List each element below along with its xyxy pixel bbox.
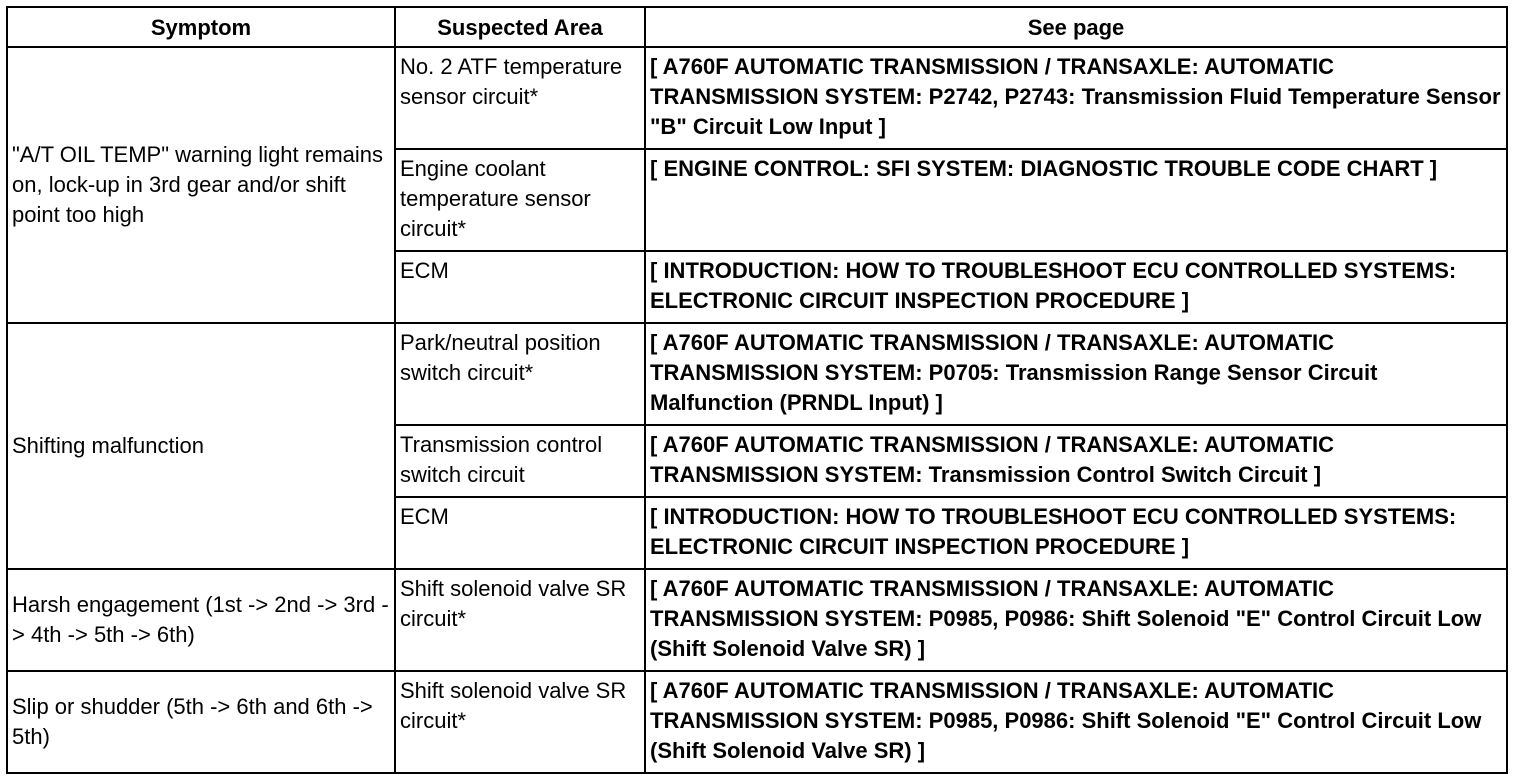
header-row bbox=[7, 7, 1507, 47]
suspected-area-cell: No. 2 ATF temperature sensor circuit* bbox=[395, 47, 645, 149]
see-page-link[interactable]: [ A760F AUTOMATIC TRANSMISSION / TRANSAXLE: AUTOMATIC TRANSMISSION SYSTEM: Transmission Control Switch Circuit ] bbox=[645, 425, 1507, 497]
see-page-link[interactable]: [ A760F AUTOMATIC TRANSMISSION / TRANSAXLE: AUTOMATIC TRANSMISSION SYSTEM: P0985, P0986: Shift Solenoid "E" Control Circuit Low (Shift Solenoid Valve SR) ] bbox=[645, 569, 1507, 671]
table-row bbox=[7, 569, 1507, 671]
header-suspected-area: Suspected Area bbox=[395, 7, 645, 47]
header-symptom: Symptom bbox=[7, 7, 395, 47]
suspected-area-cell: Shift solenoid valve SR circuit* bbox=[395, 569, 645, 671]
see-page-link[interactable]: [ INTRODUCTION: HOW TO TROUBLESHOOT ECU CONTROLLED SYSTEMS: ELECTRONIC CIRCUIT INSPECTION PROCEDURE ] bbox=[645, 497, 1507, 569]
table-row bbox=[7, 323, 1507, 425]
troubleshooting-table bbox=[6, 6, 1508, 774]
table-row bbox=[7, 47, 1507, 149]
symptom-cell: Slip or shudder (5th -> 6th and 6th -> 5th) bbox=[7, 671, 395, 773]
suspected-area-cell: Transmission control switch circuit bbox=[395, 425, 645, 497]
suspected-area-cell: ECM bbox=[395, 251, 645, 323]
see-page-link[interactable]: [ A760F AUTOMATIC TRANSMISSION / TRANSAXLE: AUTOMATIC TRANSMISSION SYSTEM: P0985, P0986: Shift Solenoid "E" Control Circuit Low (Shift Solenoid Valve SR) ] bbox=[645, 671, 1507, 773]
header-see-page: See page bbox=[645, 7, 1507, 47]
see-page-link[interactable]: [ ENGINE CONTROL: SFI SYSTEM: DIAGNOSTIC TROUBLE CODE CHART ] bbox=[645, 149, 1507, 251]
suspected-area-cell: Park/neutral position switch circuit* bbox=[395, 323, 645, 425]
suspected-area-cell: ECM bbox=[395, 497, 645, 569]
symptom-cell: Harsh engagement (1st -> 2nd -> 3rd -> 4th -> 5th -> 6th) bbox=[7, 569, 395, 671]
table-row bbox=[7, 671, 1507, 773]
symptom-cell: "A/T OIL TEMP" warning light remains on, lock-up in 3rd gear and/or shift point too high bbox=[7, 47, 395, 323]
suspected-area-cell: Engine coolant temperature sensor circuit* bbox=[395, 149, 645, 251]
see-page-link[interactable]: [ A760F AUTOMATIC TRANSMISSION / TRANSAXLE: AUTOMATIC TRANSMISSION SYSTEM: P0705: Transmission Range Sensor Circuit Malfunction (PRNDL Input) ] bbox=[645, 323, 1507, 425]
see-page-link[interactable]: [ INTRODUCTION: HOW TO TROUBLESHOOT ECU CONTROLLED SYSTEMS: ELECTRONIC CIRCUIT INSPECTION PROCEDURE ] bbox=[645, 251, 1507, 323]
symptom-cell: Shifting malfunction bbox=[7, 323, 395, 569]
suspected-area-cell: Shift solenoid valve SR circuit* bbox=[395, 671, 645, 773]
see-page-link[interactable]: [ A760F AUTOMATIC TRANSMISSION / TRANSAXLE: AUTOMATIC TRANSMISSION SYSTEM: P2742, P2743: Transmission Fluid Temperature Sensor "B" Circuit Low Input ] bbox=[645, 47, 1507, 149]
